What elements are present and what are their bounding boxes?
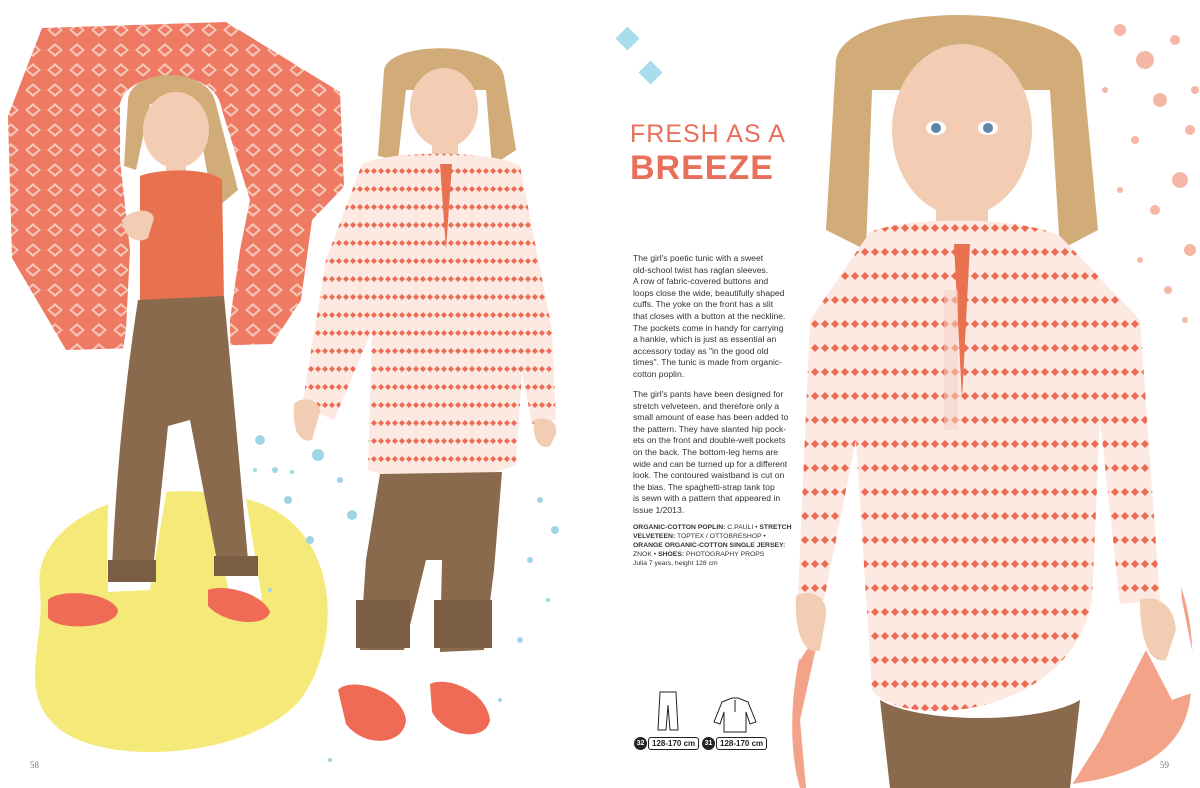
text-line: cuffs. The yoke on the front has a slit xyxy=(633,299,774,310)
text-line: accessory today as "in the good old xyxy=(633,345,769,356)
body-paragraph-2 xyxy=(633,389,793,517)
text-line: a hankie, which is just as essential an xyxy=(633,334,777,345)
credit-source: C.PAULI xyxy=(727,524,754,531)
text-line: times". The tunic is made from organic- xyxy=(633,357,783,368)
text-line: that closes with a button at the neckline. xyxy=(633,310,786,321)
credit-source: TOPTEX / OTTOBRESHOP xyxy=(676,533,762,540)
pattern-badge-tunic xyxy=(702,736,767,750)
pattern-sizes: 128-170 cm xyxy=(716,737,767,750)
body-paragraph-1 xyxy=(633,253,793,381)
text-line: stretch velveteen, and therefore only a xyxy=(633,400,780,411)
text-line: loops close the wide, beautifully shaped xyxy=(633,287,785,298)
pattern-number: 32 xyxy=(634,737,647,750)
credit-label: ORGANIC-COTTON POPLIN: xyxy=(633,524,726,531)
text-line: The girl's pants have been designed for xyxy=(633,389,784,399)
credit-label: VELVETEEN: xyxy=(633,533,676,540)
credit-label: SHOES: xyxy=(658,551,685,558)
credit-source: ZNOK xyxy=(633,551,652,558)
credit-line: ZNOK • SHOES: PHOTOGRAPHY PROPS xyxy=(633,551,765,558)
text-line: old-school twist has raglan sleeves. xyxy=(633,264,769,275)
text-line: is sewn with a pattern that appeared in xyxy=(633,493,781,504)
pattern-badge-pants xyxy=(634,736,699,750)
text-line: the pattern. They have slanted hip pock- xyxy=(633,423,787,434)
article-headline xyxy=(630,120,786,188)
pattern-sizes: 128-170 cm xyxy=(648,737,699,750)
text-line: wide and can be turned up for a different xyxy=(633,458,788,469)
credit-label: ORANGE ORGANIC-COTTON SINGLE JERSEY: xyxy=(633,542,786,549)
credit-source: PHOTOGRAPHY PROPS xyxy=(686,551,765,558)
text-line: The pockets come in handy for carrying xyxy=(633,322,784,333)
tunic-sketch-icon xyxy=(714,698,756,732)
text-line: ets on the front and double-welt pockets xyxy=(633,435,786,446)
text-line: small amount of ease has been added to xyxy=(633,412,789,423)
pants-sketch-icon xyxy=(658,692,678,730)
text-line: cotton poplin. xyxy=(633,368,685,379)
pattern-number: 31 xyxy=(702,737,715,750)
page-number-right: 59 xyxy=(1160,760,1169,770)
credit-label: STRETCH xyxy=(759,524,792,531)
headline-line-1: FRESH AS A xyxy=(630,120,786,148)
text-line: the bias. The spaghetti-strap tank top xyxy=(633,481,775,492)
headline-line-2: BREEZE xyxy=(630,149,774,187)
text-line: The girl's poetic tunic with a sweet xyxy=(633,253,764,263)
credit-line: VELVETEEN: TOPTEX / OTTOBRESHOP • xyxy=(633,533,766,540)
page-number-left: 58 xyxy=(30,760,39,770)
text-line: A row of fabric-covered buttons and xyxy=(633,276,769,287)
text-line: look. The contoured waistband is cut on xyxy=(633,470,785,481)
credit-line xyxy=(633,541,793,550)
text-line: on the back. The bottom-leg hems are xyxy=(633,446,779,457)
credit-line: ORGANIC-COTTON POPLIN: C.PAULI • STRETCH xyxy=(633,524,792,531)
materials-credits xyxy=(633,523,793,568)
text-line: issue 1/2013. xyxy=(633,504,685,515)
model-info: Julia 7 years, height 128 cm xyxy=(633,560,718,567)
